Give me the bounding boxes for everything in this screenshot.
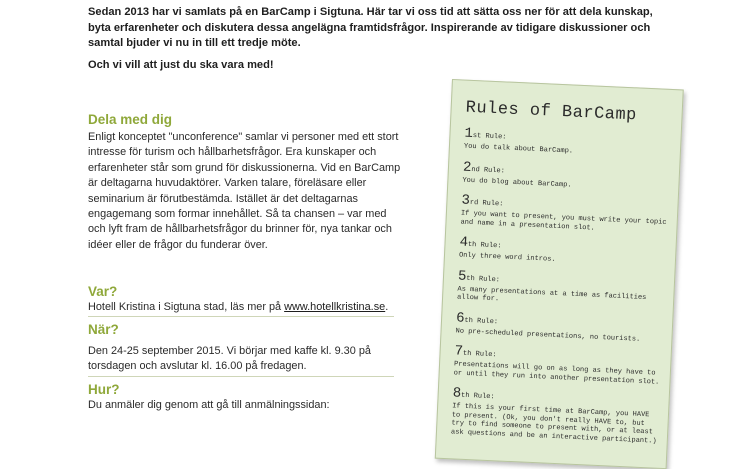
nar-body: Den 24-25 september 2015. Vi börjar med kaffe kl. 9.30 på torsdagen och avslutar kl. 16.00 på fredagen. (88, 345, 371, 373)
hotel-link[interactable]: www.hotellkristina.se (284, 301, 386, 313)
rule-item (453, 341, 660, 386)
rule-heading: th Rule: (462, 349, 497, 360)
hur-body: Du anmäler dig genom att gå till anmälningssidan: (88, 399, 330, 411)
intro (88, 0, 678, 79)
rule-item (464, 124, 671, 161)
dela-title: Dela med dig (88, 112, 173, 127)
rule-heading: th Rule: (467, 240, 502, 251)
divider (88, 376, 394, 377)
rule-number: 1 (464, 125, 474, 142)
rule-heading: th Rule: (460, 391, 495, 402)
rule-heading: rd Rule: (469, 198, 504, 209)
rules-list (451, 124, 671, 446)
rule-number: 5 (457, 267, 467, 285)
intro-paragraph-1: Sedan 2013 har vi samlats på en BarCamp i Sigtuna. Här tar vi oss tid att sätta oss ner för att dela kunskap, byta erfarenheter och diskutera dessa angelägna framtidsfrågor. Inspirerande av tidigare diskussioner och samtal bjuder vi nu in till ett tredje möte. (88, 6, 653, 50)
intro-paragraph-2: Och vi vill att just du ska vara med! (88, 58, 274, 71)
nar-section (88, 321, 403, 375)
dela-section (88, 111, 403, 253)
rule-item (459, 233, 666, 270)
rule-text: You do blog about BarCamp. (462, 176, 572, 190)
dela-body: Enligt konceptet "unconference" samlar vi personer med ett stort intresse för turism och hållbarhetsfrågor. Era kunskaper och erfarenheter står som grund för diskussionerna. Vid en BarCamp är deltagarna huvudaktörer. Varken talare, föreläsare eller seminarium är förutbestämda. Istället är det deltagarnas engagemang som formar innehållet. Så ta chansen – var med och lyft fram de hållbarhetsfrågor du brinner för, nya tankar och idéer eller de frågor du funderar över. (88, 131, 401, 251)
rules-title: Rules of BarCamp (465, 98, 638, 126)
divider (88, 316, 394, 317)
rule-item (455, 308, 662, 345)
rule-item (457, 266, 664, 311)
rule-text: Presentations will go on as long as they have to or until they run into another presentation slot. (453, 360, 660, 387)
var-section (88, 283, 403, 315)
rule-heading: th Rule: (464, 316, 499, 326)
var-text: Hotell Kristina i Sigtuna stad, läs mer på (88, 301, 285, 313)
hur-section (88, 381, 403, 413)
barcamp-rules-card (435, 79, 684, 469)
rule-heading: th Rule: (466, 274, 501, 284)
rule-number: 3 (461, 192, 471, 209)
rule-number: 7 (454, 343, 464, 360)
var-after: . (385, 301, 389, 313)
rule-number: 6 (455, 309, 465, 327)
var-body (88, 300, 403, 315)
rule-text: As many presentations at a time as facilities allow for. (456, 284, 647, 304)
rule-number: 8 (452, 385, 462, 402)
var-title: Var? (88, 284, 118, 299)
rule-text: If you want to present, you must write your topic and name in a presentation slot. (460, 209, 667, 233)
rule-item (460, 191, 667, 236)
rule-heading: st Rule: (472, 132, 507, 142)
rule-text: Only three word intros. (458, 251, 556, 264)
hur-title: Hur? (88, 382, 120, 397)
rule-text: You do talk about BarCamp. (463, 142, 574, 156)
rule-item (451, 383, 659, 445)
rule-heading: nd Rule: (471, 165, 506, 175)
rule-text: If this is your first time at BarCamp, you HAVE to present. (Ok, you don't really HAVE to, but try to find someone to present with, or at least ask questions and be an interactive participant.) (450, 402, 657, 446)
rule-number: 4 (459, 234, 469, 251)
nar-title: När? (88, 322, 119, 337)
rule-item (462, 157, 669, 194)
rule-text: No pre-scheduled presentations, no tourists. (455, 326, 641, 344)
rule-number: 2 (462, 159, 472, 176)
